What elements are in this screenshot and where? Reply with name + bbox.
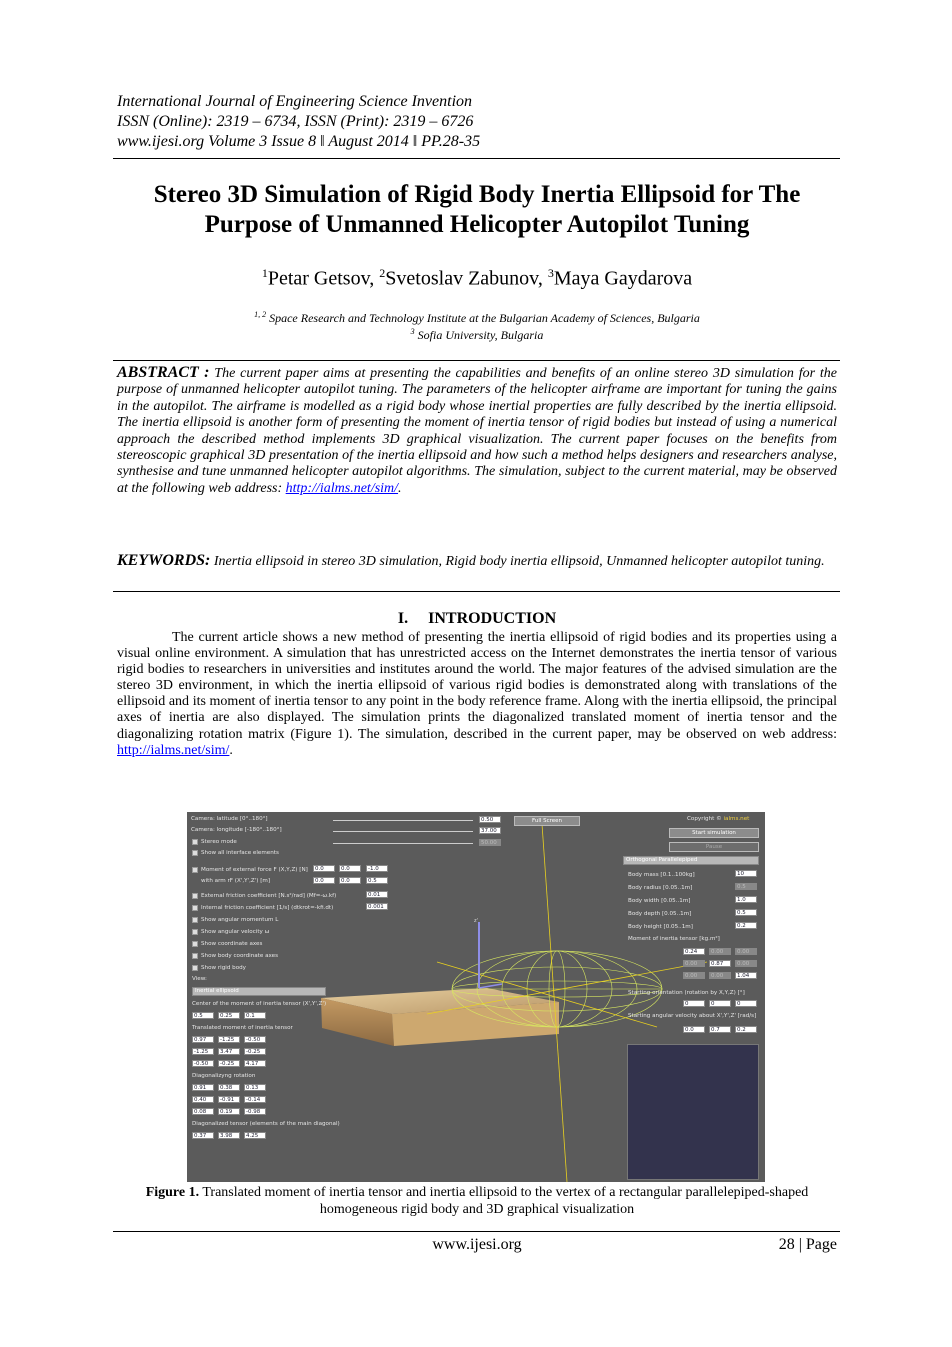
moi-label: Moment of inertia tensor [kg.m²] (628, 936, 720, 942)
angvel-z[interactable]: 0.2 (735, 1026, 757, 1033)
affil-1: Space Research and Technology Institute at the Bulgarian Academy of Sciences, Bulgaria (266, 311, 700, 325)
copyright-text: Copyright © (687, 816, 724, 822)
journal-header (117, 92, 837, 152)
body-type-select[interactable]: Orthogonal Parallelepiped (623, 856, 759, 865)
cam-lat-label: Camera: latitude [0°..180°] (191, 816, 268, 822)
trans-cell: 3.47 (218, 1048, 240, 1055)
orient-z[interactable]: 0 (735, 1000, 757, 1007)
author-3-sup: 3 (547, 266, 554, 280)
intro-text: The current article shows a new method of presenting the inertia ellipsoid of rigid bodies and its properties using a visual online environment. A simulation that has unrestricted access on the Internet demonstrates the inertia tensor of various rigid bodies to researchers in universities and institutes around the world. The major features of the advised simulation are the stereo 3D environment, in which the inertia ellipsoid of various rigid bodies is demonstrated along with translations of the ellipsoid and its moment of inertia tensor to any point in the body reference frame. Along with the inertia ellipsoid, the principal axes of inertia are also displayed. The simulation prints the diagonalized translated moment of inertia tensor and the diagonalizing rotation matrix (Figure 1). The simulation, described in the current paper, may be observed on web address: (117, 630, 837, 742)
rot-cell: 0.40 (192, 1096, 214, 1103)
preview-panel (627, 1044, 759, 1180)
ext-force-x[interactable]: 0.0 (313, 865, 335, 872)
trans-cell: 4.17 (244, 1060, 266, 1067)
paper-title (117, 180, 837, 240)
figure-caption (117, 1184, 837, 1218)
center-x[interactable]: 0.5 (192, 1012, 214, 1019)
author-1: Petar Getsov, (267, 267, 380, 290)
affil-2-sup: 3 (410, 327, 415, 336)
diag-tensor-label: Diagonalized tensor (elements of the main diagonal) (192, 1121, 340, 1127)
angvel-label: Starting angular velocity about X',Y',Z' [rad/s] (628, 1013, 757, 1019)
caption-label: Figure 1. (145, 1185, 200, 1200)
coord-checkbox[interactable] (192, 941, 198, 947)
intro-end: . (229, 742, 233, 758)
ang-mom-checkbox[interactable] (192, 917, 198, 923)
affil-1-sup: 1, 2 (254, 310, 267, 319)
rot-cell: 0.19 (218, 1108, 240, 1115)
cam-lon-slider[interactable] (333, 831, 473, 832)
ang-mom-label: Show angular momentum L (201, 917, 279, 923)
affil-2: Sofia University, Bulgaria (414, 328, 544, 342)
ext-force-z[interactable]: -1.0 (366, 865, 388, 872)
title-line-1: Stereo 3D Simulation of Rigid Body Inertia Ellipsoid for The (153, 181, 801, 208)
moi-cell: 0.00 (735, 948, 757, 955)
trans-cell: -0.50 (192, 1060, 214, 1067)
view-label: View: (192, 976, 207, 982)
abstract (117, 365, 837, 497)
width-value[interactable]: 1.0 (735, 896, 757, 903)
ext-fric-label: External friction coefficient [N.s²/rad] (Mf=-ω.kf) (201, 893, 337, 899)
coord-label: Show coordinate axes (201, 941, 263, 947)
angvel-x[interactable]: 0.0 (683, 1026, 705, 1033)
abstract-label: ABSTRACT : (117, 364, 210, 381)
copyright-site: ialms.net (723, 816, 750, 822)
journal-issn: ISSN (Online): 2319 – 6734, ISSN (Print): 2319 – 6726 (117, 113, 474, 130)
arm-y[interactable]: 0.0 (339, 877, 361, 884)
show-all-label: Show all interface elements (201, 850, 279, 856)
height-value[interactable]: 0.2 (735, 922, 757, 929)
int-fric-checkbox[interactable] (192, 905, 198, 911)
body-coord-label: Show body coordinate axes (201, 953, 279, 959)
section-number: I. (397, 610, 409, 627)
ang-vel-checkbox[interactable] (192, 929, 198, 935)
orient-y[interactable]: 0 (709, 1000, 731, 1007)
cam-lat-slider[interactable] (333, 820, 473, 821)
header-rule (113, 158, 840, 159)
trans-cell: -1.25 (218, 1036, 240, 1043)
ang-vel-label: Show angular velocity ω (201, 929, 270, 935)
copyright (687, 816, 749, 823)
arm-z[interactable]: 0.5 (366, 877, 388, 884)
diag-cell: 0.37 (192, 1132, 214, 1139)
author-list (117, 266, 837, 291)
diag-cell: 4.25 (244, 1132, 266, 1139)
trans-cell: 0.97 (192, 1036, 214, 1043)
int-fric-label: Internal friction coefficient [1/s] (dtkrot=-kfi.dt) (201, 905, 334, 911)
keywords-label: KEYWORDS: (117, 552, 211, 569)
stereo-label: Stereo mode (201, 839, 237, 845)
center-z[interactable]: 0.1 (244, 1012, 266, 1019)
moi-cell: 0.00 (709, 972, 731, 979)
radius-value[interactable]: 0.5 (735, 883, 757, 890)
moi-cell: 1.04 (735, 972, 757, 979)
footer-site: www.ijesi.org (432, 1236, 522, 1253)
show-all-checkbox[interactable] (192, 850, 198, 856)
full-screen-button[interactable]: Full Screen (514, 816, 580, 826)
title-line-2: Purpose of Unmanned Helicopter Autopilot Tuning (204, 211, 750, 238)
author-1-sup: 1 (261, 266, 268, 280)
affiliations (117, 308, 837, 342)
stereo-checkbox[interactable] (192, 839, 198, 845)
pause-button[interactable]: Pause (669, 842, 759, 852)
keywords (117, 553, 837, 570)
section-heading (117, 610, 837, 628)
caption-text: Translated moment of inertia tensor and inertia ellipsoid to the vertex of a rectangular parallelepiped-shaped homogeneous rigid body and 3D graphical visualization (199, 1185, 809, 1217)
rot-cell: 0.91 (192, 1084, 214, 1091)
ext-fric-value[interactable]: 0.01 (366, 891, 388, 898)
third-slider[interactable] (333, 843, 473, 844)
moi-cell: 0.00 (683, 960, 705, 967)
simulation-figure (187, 812, 765, 1182)
trans-cell: -0.25 (218, 1060, 240, 1067)
cam-lat-value[interactable]: 0.50 (479, 816, 501, 823)
center-y[interactable]: 0.25 (218, 1012, 240, 1019)
rigid-body-label: Show rigid body (201, 965, 246, 971)
int-fric-value[interactable]: 0.001 (366, 903, 388, 910)
rot-cell: -0.14 (244, 1096, 266, 1103)
intro-paragraph (117, 630, 837, 759)
rot-cell: 0.13 (244, 1084, 266, 1091)
journal-issue: www.ijesi.org Volume 3 Issue 8 ǁ August 2014 ǁ PP.28-35 (117, 133, 481, 150)
height-label: Body height [0.05..1m] (628, 924, 693, 930)
third-value[interactable]: 50.00 (479, 839, 501, 846)
moi-cell: 0.00 (709, 948, 731, 955)
rot-cell: 0.08 (192, 1108, 214, 1115)
rot-cell: 0.38 (218, 1084, 240, 1091)
start-simulation-button[interactable]: Start simulation (669, 828, 759, 838)
keywords-text: Inertia ellipsoid in stereo 3D simulation, Rigid body inertia ellipsoid, Unmanned helicopter autopilot tuning. (210, 554, 825, 569)
trans-cell: -0.25 (244, 1048, 266, 1055)
rot-cell: -0.98 (244, 1108, 266, 1115)
keywords-bottom-rule (113, 591, 840, 592)
radius-label: Body radius [0.05..1m] (628, 885, 693, 891)
moi-cell: 0.24 (683, 948, 705, 955)
journal-name: International Journal of Engineering Science Invention (117, 93, 473, 110)
depth-label: Body depth [0.05..1m] (628, 911, 692, 917)
ext-fric-checkbox[interactable] (192, 893, 198, 899)
axis-label-z: z' (474, 918, 478, 924)
depth-value[interactable]: 0.5 (735, 909, 757, 916)
arm-x[interactable]: 0.0 (313, 877, 335, 884)
view-select[interactable]: Inertial ellipsoid (192, 987, 326, 996)
width-label: Body width [0.05..1m] (628, 898, 691, 904)
mass-value[interactable]: 10 (735, 870, 757, 877)
arm-label: with arm rF (X',Y',Z') [m] (201, 878, 271, 884)
abstract-link[interactable]: http://ialms.net/sim/ (285, 480, 399, 496)
section-title: INTRODUCTION (428, 610, 557, 627)
center-label: Center of the moment of inertia tensor (X',Y',Z') (192, 1001, 327, 1007)
author-3: Maya Gaydarova (553, 267, 693, 290)
angvel-y[interactable]: 0.7 (709, 1026, 731, 1033)
abstract-text: The current paper aims at presenting the capabilities and benefits of an online stereo 3D simulation for the purpose of unmanned helicopter autopilot tuning. The parameters of the helicopter airframe are important for tuning the gains in the autopilot. The airframe is modelled as a rigid body whose inertial properties are fully described by the inertia ellipsoid. The inertia ellipsoid is another form of presenting the moment of inertia tensor of rigid bodies but instead of using a numerical approach the described method implements 3D graphical visualization. The current paper focuses on the benefits from stereoscopic graphical 3D presentation of the inertia ellipsoid and how such a method helps designers and researchers analyse, synthesise and tune unmanned helicopter autopilot algorithms. The simulation, subject to the current material, may be observed at the following web address: (117, 366, 837, 496)
abstract-end: . (398, 480, 402, 496)
footer-rule (113, 1231, 840, 1232)
moi-cell: 0.87 (709, 960, 731, 967)
body-axis-x (479, 984, 502, 988)
ext-force-label: Moment of external force F (X,Y,Z) [N] (201, 867, 308, 873)
ext-force-y[interactable]: 0.0 (339, 865, 361, 872)
moi-cell: 0.00 (735, 960, 757, 967)
cam-lon-label: Camera: longitude [-180°..180°] (191, 827, 282, 833)
diag-rot-label: Diagonalizyng rotation (192, 1073, 256, 1079)
author-2: Svetoslav Zabunov, (385, 267, 548, 290)
ext-force-checkbox[interactable] (192, 867, 198, 873)
body-coord-checkbox[interactable] (192, 953, 198, 959)
footer-page: 28 | Page (778, 1236, 837, 1253)
diag-cell: 3.98 (218, 1132, 240, 1139)
orient-x[interactable]: 0 (683, 1000, 705, 1007)
translated-label: Translated moment of inertia tensor (192, 1025, 293, 1031)
trans-cell: -1.25 (192, 1048, 214, 1055)
cam-lon-value[interactable]: 37.00 (479, 827, 501, 834)
rigid-body-checkbox[interactable] (192, 965, 198, 971)
rot-cell: -0.91 (218, 1096, 240, 1103)
orient-label: Starting orientation (rotation by X,Y,Z) [°] (628, 990, 745, 996)
abstract-top-rule (113, 360, 840, 361)
intro-link[interactable]: http://ialms.net/sim/ (117, 742, 230, 758)
trans-cell: -0.50 (244, 1036, 266, 1043)
mass-label: Body mass [0.1..100kg] (628, 872, 695, 878)
moi-cell: 0.00 (683, 972, 705, 979)
author-2-sup: 2 (379, 266, 386, 280)
